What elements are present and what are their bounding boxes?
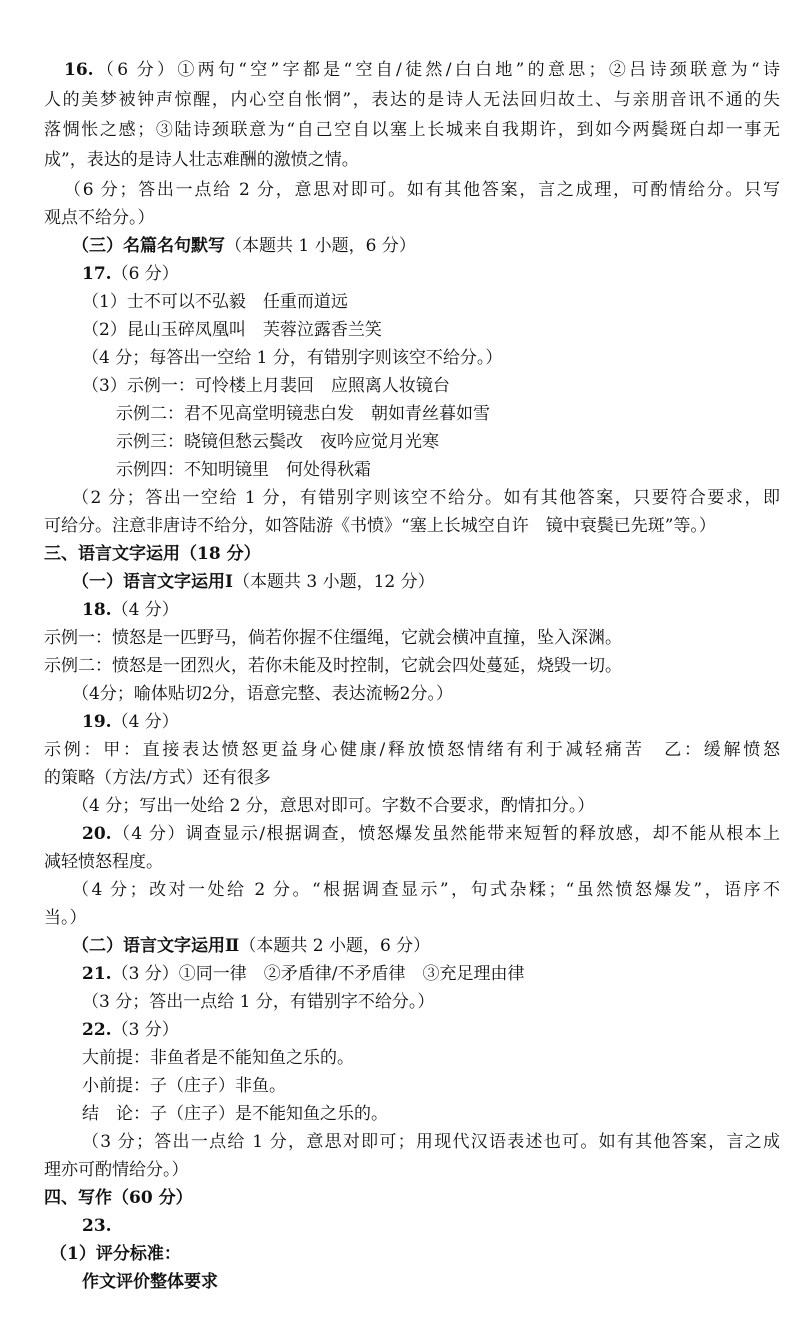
q22-major-premise: 大前提：非鱼者是不能知鱼之乐的。 [82,1048,354,1068]
q22-note-2: 理亦可酌情给分。） [44,1160,189,1180]
subsection-meta: （本题共 2 小题，6 分） [239,936,431,956]
q20-note-1: （4 分；改对一处给 2 分。“根据调查显示”，句式杂糅；“虽然愤怒爆发”，语序不 [72,880,780,900]
q18-note: （4分；喻体贴切2分，语意完整、表达流畅2分。） [72,684,453,704]
subsection-title-text: （二）语言文字运用Ⅱ [72,936,240,956]
section-meta: （本题共 1 小题，6 分） [225,236,416,256]
q20-note-2: 当。） [44,908,87,928]
q17-note-2a: （2 分；答出一空给 1 分，有错别字则该空不给分。如有其他答案，只要符合要求，即 [72,488,780,508]
q16-line-2: 人的美梦被钟声惊醒，内心空自怅惘”，表达的是诗人无法回归故土、与亲朋音讯不通的失 [44,90,780,110]
q17-number: 17. [82,264,112,284]
q22-number: 22. [82,1020,112,1040]
q16-line-4: 成”，表达的是诗人壮志难酬的激愤之情。 [44,150,359,170]
q21-note: （3 分；答出一点给 1 分，有错别字不给分。） [82,992,435,1012]
q16-number: 16. [64,60,94,80]
q22-minor-premise: 小前提：子（庄子）非鱼。 [82,1076,286,1096]
q17-note-2b: 可给分。注意非唐诗不给分，如答陆游《书愤》“塞上长城空自许 镜中衰鬓已先斑”等。） [44,516,716,536]
q23-number: 23. [82,1216,112,1236]
q22-score: （3 分） [111,1020,179,1040]
part-title-language-use: 三、语言文字运用（18 分） [44,544,261,564]
q18-score: （4 分） [111,600,179,620]
section-title-famous-lines [72,232,780,260]
q19-number: 19. [82,712,112,732]
subsection-meta: （本题共 3 小题，12 分） [232,572,435,592]
q20-text-1: （4 分）调查显示/根据调查，愤怒爆发虽然能带来短暂的释放感，却不能从根本上 [111,824,780,844]
subsection-title-1 [72,568,780,596]
q18-header [82,596,780,624]
q21-line [82,960,780,988]
q17-header [82,260,780,288]
q17-answer-3: （3）示例一：可怜楼上月裴回 应照离人妆镜台 [82,376,450,396]
part-title-writing: 四、写作（60 分） [44,1188,193,1208]
q18-example-2: 示例二：愤怒是一团烈火，若你未能及时控制，它就会四处蔓延，烧毁一切。 [44,656,622,676]
q17-note-1: （4 分；每答出一空给 1 分，有错别字则该空不给分。） [82,348,503,368]
section-title-text: （三）名篇名句默写 [72,236,225,256]
subsection-title-2 [72,932,780,960]
q19-line-1: 示例：甲：直接表达愤怒更益身心健康/释放愤怒情绪有利于减轻痛苦 乙：缓解愤怒 [44,740,780,760]
q17-example-4: 示例四：不知明镜里 何处得秋霜 [116,460,371,480]
q20-line-1 [82,820,780,848]
q17-score: （6 分） [111,264,179,284]
q19-line-2: 的策略（方法/方式）还有很多 [44,768,271,788]
q19-header [82,708,780,736]
q19-score: （4 分） [111,712,179,732]
q20-line-2: 减轻愤怒程度。 [44,852,163,872]
q20-number: 20. [82,824,112,844]
q18-example-1: 示例一：愤怒是一匹野马，倘若你握不住缰绳，它就会横冲直撞，坠入深渊。 [44,628,622,648]
q16-text-1: （6 分）①两句“空”字都是“空自/徒然/白白地”的意思；②吕诗颈联意为“诗 [93,60,780,80]
q23-overall-requirements: 作文评价整体要求 [82,1272,218,1292]
q22-conclusion: 结 论：子（庄子）是不能知鱼之乐的。 [82,1104,388,1124]
q17-example-3: 示例三：晓镜但愁云鬓改 夜吟应觉月光寒 [116,432,439,452]
q17-answer-2: （2）昆山玉碎凤凰叫 芙蓉泣露香兰笑 [82,320,382,340]
q16-line-3: 落惆怅之感；③陆诗颈联意为“自己空自以塞上长城来自我期许，到如今两鬓斑白却一事无 [44,120,780,140]
q21-text: （3 分）①同一律 ②矛盾律/不矛盾律 ③充足理由律 [111,964,525,984]
q16-line-1 [64,56,780,84]
q22-header [82,1016,780,1044]
q22-note-1: （3 分；答出一点给 1 分，意思对即可；用现代汉语表述也可。如有其他答案，言之成 [82,1132,780,1152]
q19-note: （4 分；写出一处给 2 分，意思对即可。字数不合要求，酌情扣分。） [72,796,595,816]
subsection-title-text: （一）语言文字运用Ⅰ [72,572,233,592]
q16-note-1: （6 分；答出一点给 2 分，意思对即可。如有其他答案，言之成理，可酌情给分。只写 [64,180,780,200]
q23-criteria-heading: （1）评分标准： [50,1244,181,1264]
q17-example-2: 示例二：君不见高堂明镜悲白发 朝如青丝暮如雪 [116,404,490,424]
q18-number: 18. [82,600,112,620]
q21-number: 21. [82,964,112,984]
q16-note-2: 观点不给分。） [44,208,155,228]
q17-answer-1: （1）士不可以不弘毅 任重而道远 [82,292,348,312]
